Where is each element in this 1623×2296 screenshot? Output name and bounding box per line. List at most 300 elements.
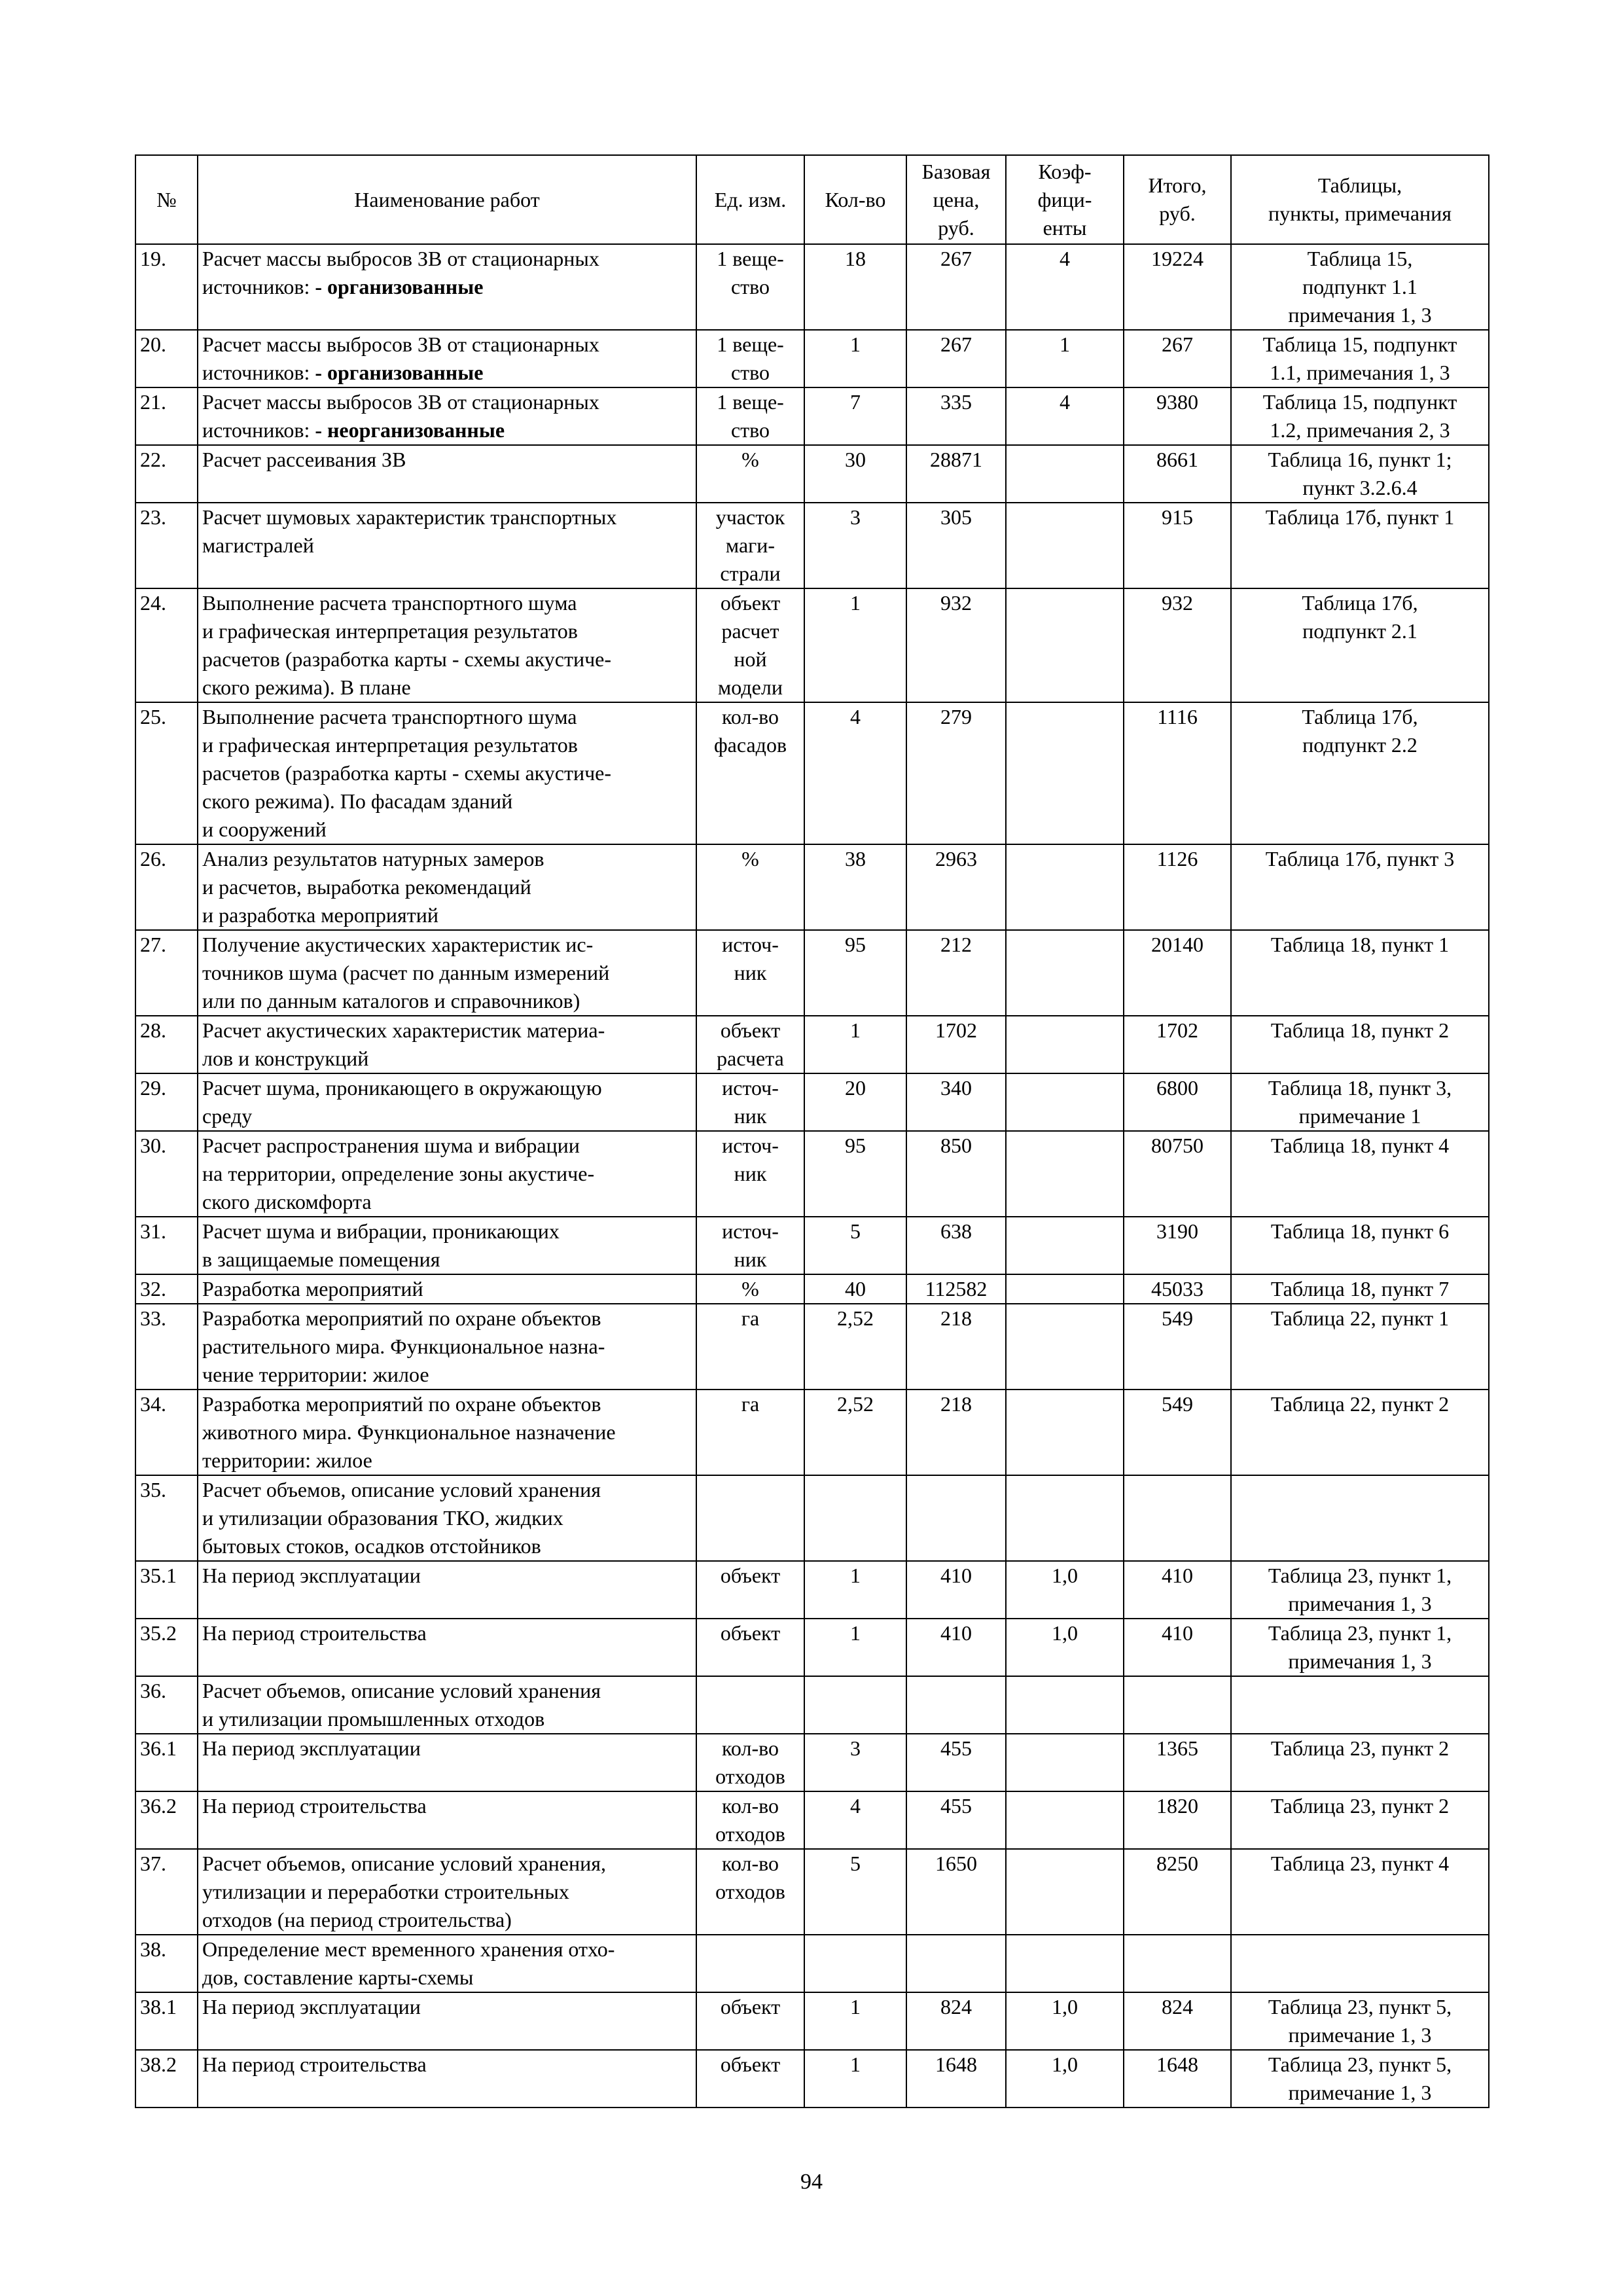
- work-name: [198, 1475, 696, 1561]
- total-cell: [1124, 1475, 1231, 1561]
- reference-cell-line: 1.1, примечания 1, 3: [1270, 361, 1450, 384]
- work-name: [198, 1390, 696, 1475]
- work-name-line: Анализ результатов натурных замеров: [202, 847, 544, 870]
- unit-cell-line: отходов: [715, 1880, 785, 1903]
- coefficient-cell: [1006, 1274, 1124, 1304]
- work-name-line: Расчет распространения шума и вибрации: [202, 1134, 580, 1157]
- work-name: [198, 1992, 696, 2050]
- unit-cell: [696, 1849, 804, 1935]
- unit-cell-line: страли: [720, 562, 781, 585]
- work-name: [198, 1676, 696, 1734]
- text-part: источников:: [202, 361, 315, 384]
- unit-cell-line: источ-: [722, 933, 779, 956]
- work-name: [198, 1791, 696, 1849]
- unit-cell-line: маги-: [725, 533, 776, 557]
- page-number: 94: [800, 2170, 823, 2194]
- row-number: 31.: [135, 1217, 198, 1274]
- table-row: [135, 1217, 1489, 1274]
- reference-cell: [1231, 844, 1489, 930]
- base-price-cell: 410: [906, 1619, 1006, 1676]
- quantity-cell: 38: [804, 844, 906, 930]
- total-cell: 824: [1124, 1992, 1231, 2050]
- work-name: [198, 930, 696, 1016]
- reference-cell-line: Таблица 18, пункт 7: [1270, 1277, 1450, 1300]
- unit-cell-line: ник: [734, 1162, 767, 1185]
- work-name-line: Выполнение расчета транспортного шума: [202, 591, 577, 615]
- work-name-line: Выполнение расчета транспортного шума: [202, 705, 577, 728]
- reference-cell-line: Таблица 18, пункт 6: [1270, 1219, 1450, 1243]
- reference-cell-line: подпункт 2.2: [1302, 733, 1418, 757]
- reference-cell: [1231, 2050, 1489, 2108]
- table-row: [135, 244, 1489, 330]
- work-name-line: [202, 416, 692, 444]
- reference-cell-line: примечания 1, 3: [1288, 303, 1432, 327]
- base-price-cell: 212: [906, 930, 1006, 1016]
- header-ref-line: Таблицы,: [1317, 173, 1402, 197]
- total-cell: 1648: [1124, 2050, 1231, 2108]
- unit-cell-line: источ-: [722, 1134, 779, 1157]
- unit-cell-line: 1 веще-: [717, 247, 784, 270]
- unit-cell-line: %: [741, 448, 759, 471]
- work-name: [198, 503, 696, 588]
- total-cell: 20140: [1124, 930, 1231, 1016]
- table-row: [135, 1992, 1489, 2050]
- total-cell: 45033: [1124, 1274, 1231, 1304]
- reference-cell: [1231, 1131, 1489, 1217]
- work-name: [198, 2050, 696, 2108]
- work-name-line: или по данным каталогов и справочников): [202, 989, 580, 1013]
- work-name-line: ского режима). По фасадам зданий: [202, 789, 513, 813]
- bold-part: - неорганизованные: [315, 418, 505, 442]
- unit-cell: [696, 244, 804, 330]
- header-total-line: Итого,: [1148, 173, 1207, 197]
- header-coef: [1006, 155, 1124, 244]
- reference-cell-line: Таблица 15, подпункт: [1262, 332, 1457, 356]
- base-price-cell: [906, 1676, 1006, 1734]
- reference-cell: [1231, 1073, 1489, 1131]
- table-row: [135, 930, 1489, 1016]
- reference-cell: [1231, 1274, 1489, 1304]
- work-name-line: Определение мест временного хранения отхо-: [202, 1937, 615, 1961]
- reference-cell: [1231, 1475, 1489, 1561]
- row-number: 38.: [135, 1935, 198, 1992]
- work-name-line: в защищаемые помещения: [202, 1247, 440, 1271]
- work-name-line: Расчет массы выбросов ЗВ от стационарных: [202, 390, 599, 414]
- unit-cell: [696, 702, 804, 844]
- reference-cell-line: Таблица 15, подпункт: [1262, 390, 1457, 414]
- unit-cell: [696, 1131, 804, 1217]
- row-number: 35.1: [135, 1561, 198, 1619]
- quantity-cell: 2,52: [804, 1304, 906, 1390]
- work-name-line: Разработка мероприятий: [202, 1277, 423, 1300]
- work-name-line: бытовых стоков, осадков отстойников: [202, 1534, 541, 1558]
- row-number: 38.1: [135, 1992, 198, 2050]
- unit-cell-line: кол-во: [721, 1794, 779, 1818]
- work-name: [198, 330, 696, 387]
- work-name: [198, 1561, 696, 1619]
- reference-cell-line: Таблица 23, пункт 5,: [1268, 1995, 1452, 2018]
- unit-cell: [696, 1390, 804, 1475]
- reference-cell: [1231, 1016, 1489, 1073]
- work-name-line: и графическая интерпретация результатов: [202, 733, 578, 757]
- work-name-line: ского режима). В плане: [202, 675, 411, 699]
- total-cell: 8250: [1124, 1849, 1231, 1935]
- coefficient-cell: [1006, 1849, 1124, 1935]
- row-number: 34.: [135, 1390, 198, 1475]
- row-number: 38.2: [135, 2050, 198, 2108]
- row-number: 36.1: [135, 1734, 198, 1791]
- quantity-cell: 1: [804, 588, 906, 702]
- coefficient-cell: 1,0: [1006, 1992, 1124, 2050]
- quantity-cell: 30: [804, 445, 906, 503]
- coefficient-cell: 1,0: [1006, 2050, 1124, 2108]
- coefficient-cell: 1: [1006, 330, 1124, 387]
- quantity-cell: 1: [804, 1561, 906, 1619]
- reference-cell: [1231, 387, 1489, 445]
- header-name: Наименование работ: [198, 155, 696, 244]
- table-header: [135, 155, 1489, 244]
- work-name-line: Расчет шума, проникающего в окружающую: [202, 1076, 602, 1100]
- work-name-line: дов, составление карты-схемы: [202, 1965, 474, 1989]
- unit-cell-line: расчета: [717, 1047, 784, 1070]
- work-name-line: Разработка мероприятий по охране объектов: [202, 1306, 601, 1330]
- reference-cell: [1231, 445, 1489, 503]
- reference-cell-line: Таблица 23, пункт 4: [1270, 1852, 1450, 1875]
- table-row: [135, 588, 1489, 702]
- reference-cell: [1231, 702, 1489, 844]
- unit-cell-line: ство: [730, 418, 770, 442]
- work-name-line: [202, 359, 692, 387]
- unit-cell-line: источ-: [722, 1076, 779, 1100]
- work-name: [198, 702, 696, 844]
- row-number: 25.: [135, 702, 198, 844]
- table-row: [135, 1561, 1489, 1619]
- table-row: [135, 1390, 1489, 1475]
- text-part: источников:: [202, 275, 315, 298]
- reference-cell: [1231, 1676, 1489, 1734]
- base-price-cell: 1702: [906, 1016, 1006, 1073]
- work-name: [198, 588, 696, 702]
- row-number: 37.: [135, 1849, 198, 1935]
- header-num: №: [135, 155, 198, 244]
- total-cell: 410: [1124, 1561, 1231, 1619]
- total-cell: 1126: [1124, 844, 1231, 930]
- table-row: [135, 1619, 1489, 1676]
- quantity-cell: 95: [804, 930, 906, 1016]
- work-name-line: магистралей: [202, 533, 314, 557]
- coefficient-cell: [1006, 702, 1124, 844]
- quantity-cell: 20: [804, 1073, 906, 1131]
- base-price-cell: 824: [906, 1992, 1006, 2050]
- work-name: [198, 1217, 696, 1274]
- unit-cell-line: участок: [715, 505, 785, 529]
- row-number: 30.: [135, 1131, 198, 1217]
- row-number: 27.: [135, 930, 198, 1016]
- work-name-line: лов и конструкций: [202, 1047, 369, 1070]
- table-body: [135, 244, 1489, 2108]
- row-number: 36.: [135, 1676, 198, 1734]
- work-name: [198, 1935, 696, 1992]
- unit-cell-line: кол-во: [721, 1736, 779, 1760]
- row-number: 32.: [135, 1274, 198, 1304]
- work-name: [198, 1274, 696, 1304]
- header-total-line: руб.: [1159, 202, 1196, 225]
- header-unit: Ед. изм.: [696, 155, 804, 244]
- coefficient-cell: [1006, 1935, 1124, 1992]
- reference-cell-line: Таблица 22, пункт 2: [1270, 1392, 1450, 1416]
- unit-cell: [696, 1619, 804, 1676]
- table-row: [135, 2050, 1489, 2108]
- work-name-line: отходов (на период строительства): [202, 1908, 512, 1931]
- total-cell: 1365: [1124, 1734, 1231, 1791]
- reference-cell: [1231, 1935, 1489, 1992]
- coefficient-cell: [1006, 1475, 1124, 1561]
- reference-cell-line: Таблица 17б,: [1302, 705, 1418, 728]
- base-price-cell: 455: [906, 1791, 1006, 1849]
- quantity-cell: 5: [804, 1217, 906, 1274]
- work-name: [198, 844, 696, 930]
- unit-cell-line: фасадов: [713, 733, 787, 757]
- work-name: [198, 445, 696, 503]
- base-price-cell: 267: [906, 330, 1006, 387]
- header-ref-line: пункты, примечания: [1268, 202, 1452, 225]
- unit-cell: [696, 2050, 804, 2108]
- work-name-line: на территории, определение зоны акустиче-: [202, 1162, 595, 1185]
- unit-cell-line: 1 веще-: [717, 390, 784, 414]
- work-name-line: Расчет массы выбросов ЗВ от стационарных: [202, 332, 599, 356]
- header-coef-line: фици-: [1037, 187, 1092, 211]
- reference-cell-line: подпункт 1.1: [1302, 275, 1418, 298]
- total-cell: 549: [1124, 1390, 1231, 1475]
- unit-cell-line: га: [741, 1392, 760, 1416]
- base-price-cell: 279: [906, 702, 1006, 844]
- work-name: [198, 387, 696, 445]
- work-name-line: животного мира. Функциональное назначение: [202, 1420, 616, 1444]
- unit-cell: [696, 1217, 804, 1274]
- table-row: [135, 1849, 1489, 1935]
- unit-cell: [696, 844, 804, 930]
- coefficient-cell: [1006, 1734, 1124, 1791]
- unit-cell-line: ник: [734, 961, 767, 984]
- reference-cell-line: примечание 1: [1298, 1104, 1421, 1128]
- unit-cell-line: объект: [720, 1564, 781, 1587]
- table-row: [135, 1131, 1489, 1217]
- unit-cell: [696, 1935, 804, 1992]
- row-number: 36.2: [135, 1791, 198, 1849]
- work-name-line: Расчет шумовых характеристик транспортных: [202, 505, 617, 529]
- total-cell: 932: [1124, 588, 1231, 702]
- table-row: [135, 1274, 1489, 1304]
- coefficient-cell: [1006, 1016, 1124, 1073]
- row-number: 28.: [135, 1016, 198, 1073]
- unit-cell: [696, 1274, 804, 1304]
- unit-cell-line: модели: [718, 675, 783, 699]
- header-qty: Кол-во: [804, 155, 906, 244]
- coefficient-cell: [1006, 588, 1124, 702]
- unit-cell: [696, 1734, 804, 1791]
- coefficient-cell: [1006, 844, 1124, 930]
- total-cell: 1702: [1124, 1016, 1231, 1073]
- row-number: 24.: [135, 588, 198, 702]
- reference-cell-line: Таблица 17б,: [1302, 591, 1418, 615]
- table-row: [135, 844, 1489, 930]
- unit-cell-line: объект: [720, 2053, 781, 2076]
- row-number: 35.2: [135, 1619, 198, 1676]
- unit-cell-line: объект: [720, 1621, 781, 1645]
- coefficient-cell: [1006, 1304, 1124, 1390]
- base-price-cell: 267: [906, 244, 1006, 330]
- quantity-cell: 18: [804, 244, 906, 330]
- row-number: 29.: [135, 1073, 198, 1131]
- reference-cell: [1231, 503, 1489, 588]
- row-number: 26.: [135, 844, 198, 930]
- coefficient-cell: [1006, 445, 1124, 503]
- quantity-cell: 1: [804, 1619, 906, 1676]
- work-name-line: Расчет массы выбросов ЗВ от стационарных: [202, 247, 599, 270]
- table-row: [135, 1016, 1489, 1073]
- reference-cell-line: Таблица 17б, пункт 1: [1265, 505, 1455, 529]
- quantity-cell: 4: [804, 702, 906, 844]
- work-name: [198, 1619, 696, 1676]
- work-name: [198, 1849, 696, 1935]
- header-price-line: цена,: [933, 187, 980, 211]
- total-cell: 1116: [1124, 702, 1231, 844]
- quantity-cell: [804, 1475, 906, 1561]
- table-row: [135, 1935, 1489, 1992]
- coefficient-cell: [1006, 1676, 1124, 1734]
- work-name-line: среду: [202, 1104, 253, 1128]
- base-price-cell: 932: [906, 588, 1006, 702]
- base-price-cell: 218: [906, 1390, 1006, 1475]
- unit-cell: [696, 1992, 804, 2050]
- base-price-cell: 850: [906, 1131, 1006, 1217]
- reference-cell-line: Таблица 23, пункт 1,: [1268, 1564, 1452, 1587]
- total-cell: 549: [1124, 1304, 1231, 1390]
- coefficient-cell: [1006, 1073, 1124, 1131]
- table-row: [135, 1073, 1489, 1131]
- total-cell: 6800: [1124, 1073, 1231, 1131]
- work-name-line: На период эксплуатации: [202, 1736, 421, 1760]
- work-name: [198, 1016, 696, 1073]
- unit-cell: [696, 1073, 804, 1131]
- total-cell: 1820: [1124, 1791, 1231, 1849]
- reference-cell-line: Таблица 16, пункт 1;: [1268, 448, 1452, 471]
- work-name-line: и расчетов, выработка рекомендаций: [202, 875, 531, 899]
- table-row: [135, 1475, 1489, 1561]
- cost-table: [135, 154, 1489, 2108]
- table-row: [135, 330, 1489, 387]
- base-price-cell: 1650: [906, 1849, 1006, 1935]
- table-row: [135, 702, 1489, 844]
- row-number: 33.: [135, 1304, 198, 1390]
- work-name-line: территории: жилое: [202, 1448, 372, 1472]
- work-name-line: расчетов (разработка карты - схемы акустиче-: [202, 647, 612, 671]
- work-name-line: [202, 273, 692, 301]
- coefficient-cell: 1,0: [1006, 1561, 1124, 1619]
- unit-cell: [696, 387, 804, 445]
- unit-cell-line: 1 веще-: [717, 332, 784, 356]
- base-price-cell: 335: [906, 387, 1006, 445]
- bold-part: - организованные: [315, 275, 484, 298]
- unit-cell: [696, 1676, 804, 1734]
- work-name: [198, 1304, 696, 1390]
- reference-cell-line: 1.2, примечания 2, 3: [1270, 418, 1450, 442]
- coefficient-cell: [1006, 1390, 1124, 1475]
- quantity-cell: 3: [804, 503, 906, 588]
- unit-cell-line: объект: [720, 1995, 781, 2018]
- work-name-line: На период строительства: [202, 1621, 427, 1645]
- total-cell: 3190: [1124, 1217, 1231, 1274]
- header-price-line: Базовая: [921, 159, 991, 183]
- reference-cell-line: Таблица 18, пункт 4: [1270, 1134, 1450, 1157]
- coefficient-cell: [1006, 1791, 1124, 1849]
- reference-cell: [1231, 1217, 1489, 1274]
- reference-cell: [1231, 1791, 1489, 1849]
- base-price-cell: 1648: [906, 2050, 1006, 2108]
- work-name-line: точников шума (расчет по данным измерений: [202, 961, 610, 984]
- reference-cell-line: Таблица 18, пункт 2: [1270, 1018, 1450, 1042]
- row-number: 35.: [135, 1475, 198, 1561]
- work-name-line: Расчет шума и вибрации, проникающих: [202, 1219, 560, 1243]
- base-price-cell: [906, 1475, 1006, 1561]
- reference-cell: [1231, 1561, 1489, 1619]
- header-row: [135, 155, 1489, 244]
- reference-cell: [1231, 244, 1489, 330]
- unit-cell-line: ник: [734, 1247, 767, 1271]
- work-name-line: Расчет акустических характеристик материа-: [202, 1018, 605, 1042]
- total-cell: 267: [1124, 330, 1231, 387]
- base-price-cell: 638: [906, 1217, 1006, 1274]
- header-total: [1124, 155, 1231, 244]
- table-row: [135, 1304, 1489, 1390]
- quantity-cell: 40: [804, 1274, 906, 1304]
- reference-cell-line: Таблица 15,: [1307, 247, 1413, 270]
- reference-cell: [1231, 1390, 1489, 1475]
- reference-cell-line: Таблица 18, пункт 1: [1270, 933, 1450, 956]
- unit-cell: [696, 1304, 804, 1390]
- work-name: [198, 1073, 696, 1131]
- row-number: 22.: [135, 445, 198, 503]
- unit-cell-line: отходов: [715, 1822, 785, 1846]
- unit-cell: [696, 445, 804, 503]
- quantity-cell: 7: [804, 387, 906, 445]
- reference-cell: [1231, 930, 1489, 1016]
- unit-cell-line: %: [741, 1277, 759, 1300]
- quantity-cell: 2,52: [804, 1390, 906, 1475]
- work-name-line: На период эксплуатации: [202, 1564, 421, 1587]
- work-name: [198, 1734, 696, 1791]
- total-cell: 8661: [1124, 445, 1231, 503]
- quantity-cell: 4: [804, 1791, 906, 1849]
- reference-cell-line: подпункт 2.1: [1302, 619, 1418, 643]
- work-name-line: Расчет объемов, описание условий хранения,: [202, 1852, 606, 1875]
- row-number: 21.: [135, 387, 198, 445]
- reference-cell-line: Таблица 23, пункт 2: [1270, 1794, 1450, 1818]
- work-name-line: Получение акустических характеристик ис-: [202, 933, 594, 956]
- coefficient-cell: [1006, 930, 1124, 1016]
- unit-cell: [696, 1016, 804, 1073]
- total-cell: 915: [1124, 503, 1231, 588]
- work-name-line: и утилизации образования ТКО, жидких: [202, 1506, 563, 1530]
- reference-cell-line: примечание 1, 3: [1288, 2023, 1432, 2047]
- unit-cell: [696, 930, 804, 1016]
- text-part: источников:: [202, 418, 315, 442]
- reference-cell-line: Таблица 23, пункт 1,: [1268, 1621, 1452, 1645]
- table-row: [135, 1791, 1489, 1849]
- reference-cell: [1231, 1619, 1489, 1676]
- reference-cell-line: Таблица 18, пункт 3,: [1268, 1076, 1452, 1100]
- reference-cell: [1231, 330, 1489, 387]
